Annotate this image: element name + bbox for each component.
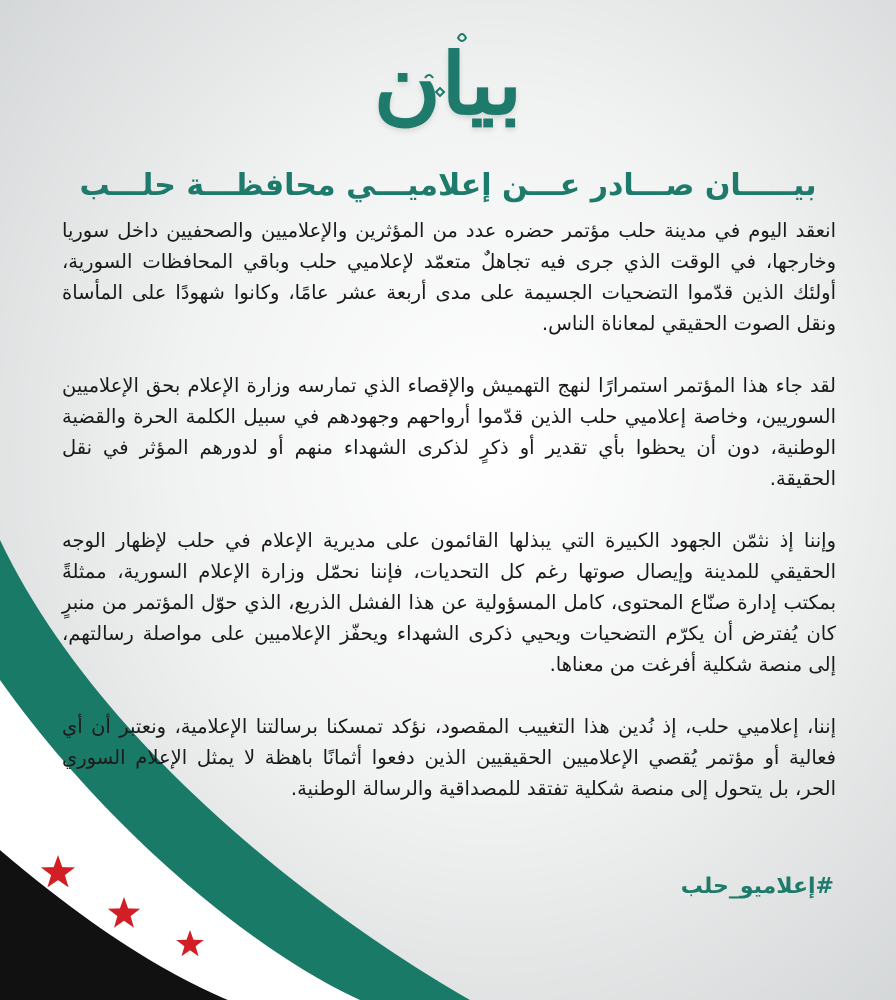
hashtag-link[interactable]: #إعلاميو_حلب [680,874,834,899]
statement-body [62,215,836,835]
logo-calligraphy: بيان [373,34,523,134]
paragraph: إننا، إعلاميي حلب، إذ نُدين هذا التغييب المقصود، نؤكد تمسكنا برسالتنا الإعلامية، ونعتبر أن أي فعالية أو مؤتمر يُقصي الإعلاميين الحقيقيين الذين دفعوا أثمانًا باهظة لا يمثل الإعلام السوري الحر، بل يتحول إلى منصة شكلية تفتقد للمصداقية والرسالة الوطنية. [62,715,836,800]
logo [0,30,896,138]
paragraph: وإننا إذ نثمّن الجهود الكبيرة التي يبذلها القائمون على مديرية الإعلام في حلب لإظهار الوجه الحقيقي للمدينة وإيصال صوتها رغم كل التحديات، فإننا نحمّل وزارة الإعلام السورية، ممثلةً بمكتب إدارة صنّاع المحتوى، كامل المسؤولية عن هذا الفشل الذريع، الذي حوّل المؤتمر من منبرٍ كان يُفترض أن يكرّم التضحيات ويحيي ذكرى الشهداء ويحفّز الإعلاميين على مواصلة رسالتهم، إلى منصة شكلية أفرغت من معناها. [62,529,836,676]
paragraph: انعقد اليوم في مدينة حلب مؤتمر حضره عدد من المؤثرين والإعلاميين والصحفيين داخل سوريا وخارجها، في الوقت الذي جرى فيه تجاهلٌ متعمّد لإعلاميي حلب وباقي المحافظات السورية، أولئك الذين قدّموا التضحيات الجسيمة على مدى أربعة عشر عامًا، وكانوا شهودًا على المأساة ونقل الصوت الحقيقي لمعاناة الناس. [62,219,836,335]
page-title: بيـــــان صـــادر عـــن إعلاميـــي محافظـــة حلـــب [79,168,817,203]
paragraph: لقد جاء هذا المؤتمر استمرارًا لنهج التهميش والإقصاء الذي تمارسه وزارة الإعلام بحق الإعلاميين السوريين، وخاصة إعلاميي حلب الذين قدّموا أرواحهم وجهودهم في سبيل الكلمة الحرة والقضية الوطنية، دون أن يحظوا بأي تقدير أو ذكرٍ لذكرى الشهداء منهم أو لدورهم المؤثر في نقل الحقيقة. [62,374,836,490]
